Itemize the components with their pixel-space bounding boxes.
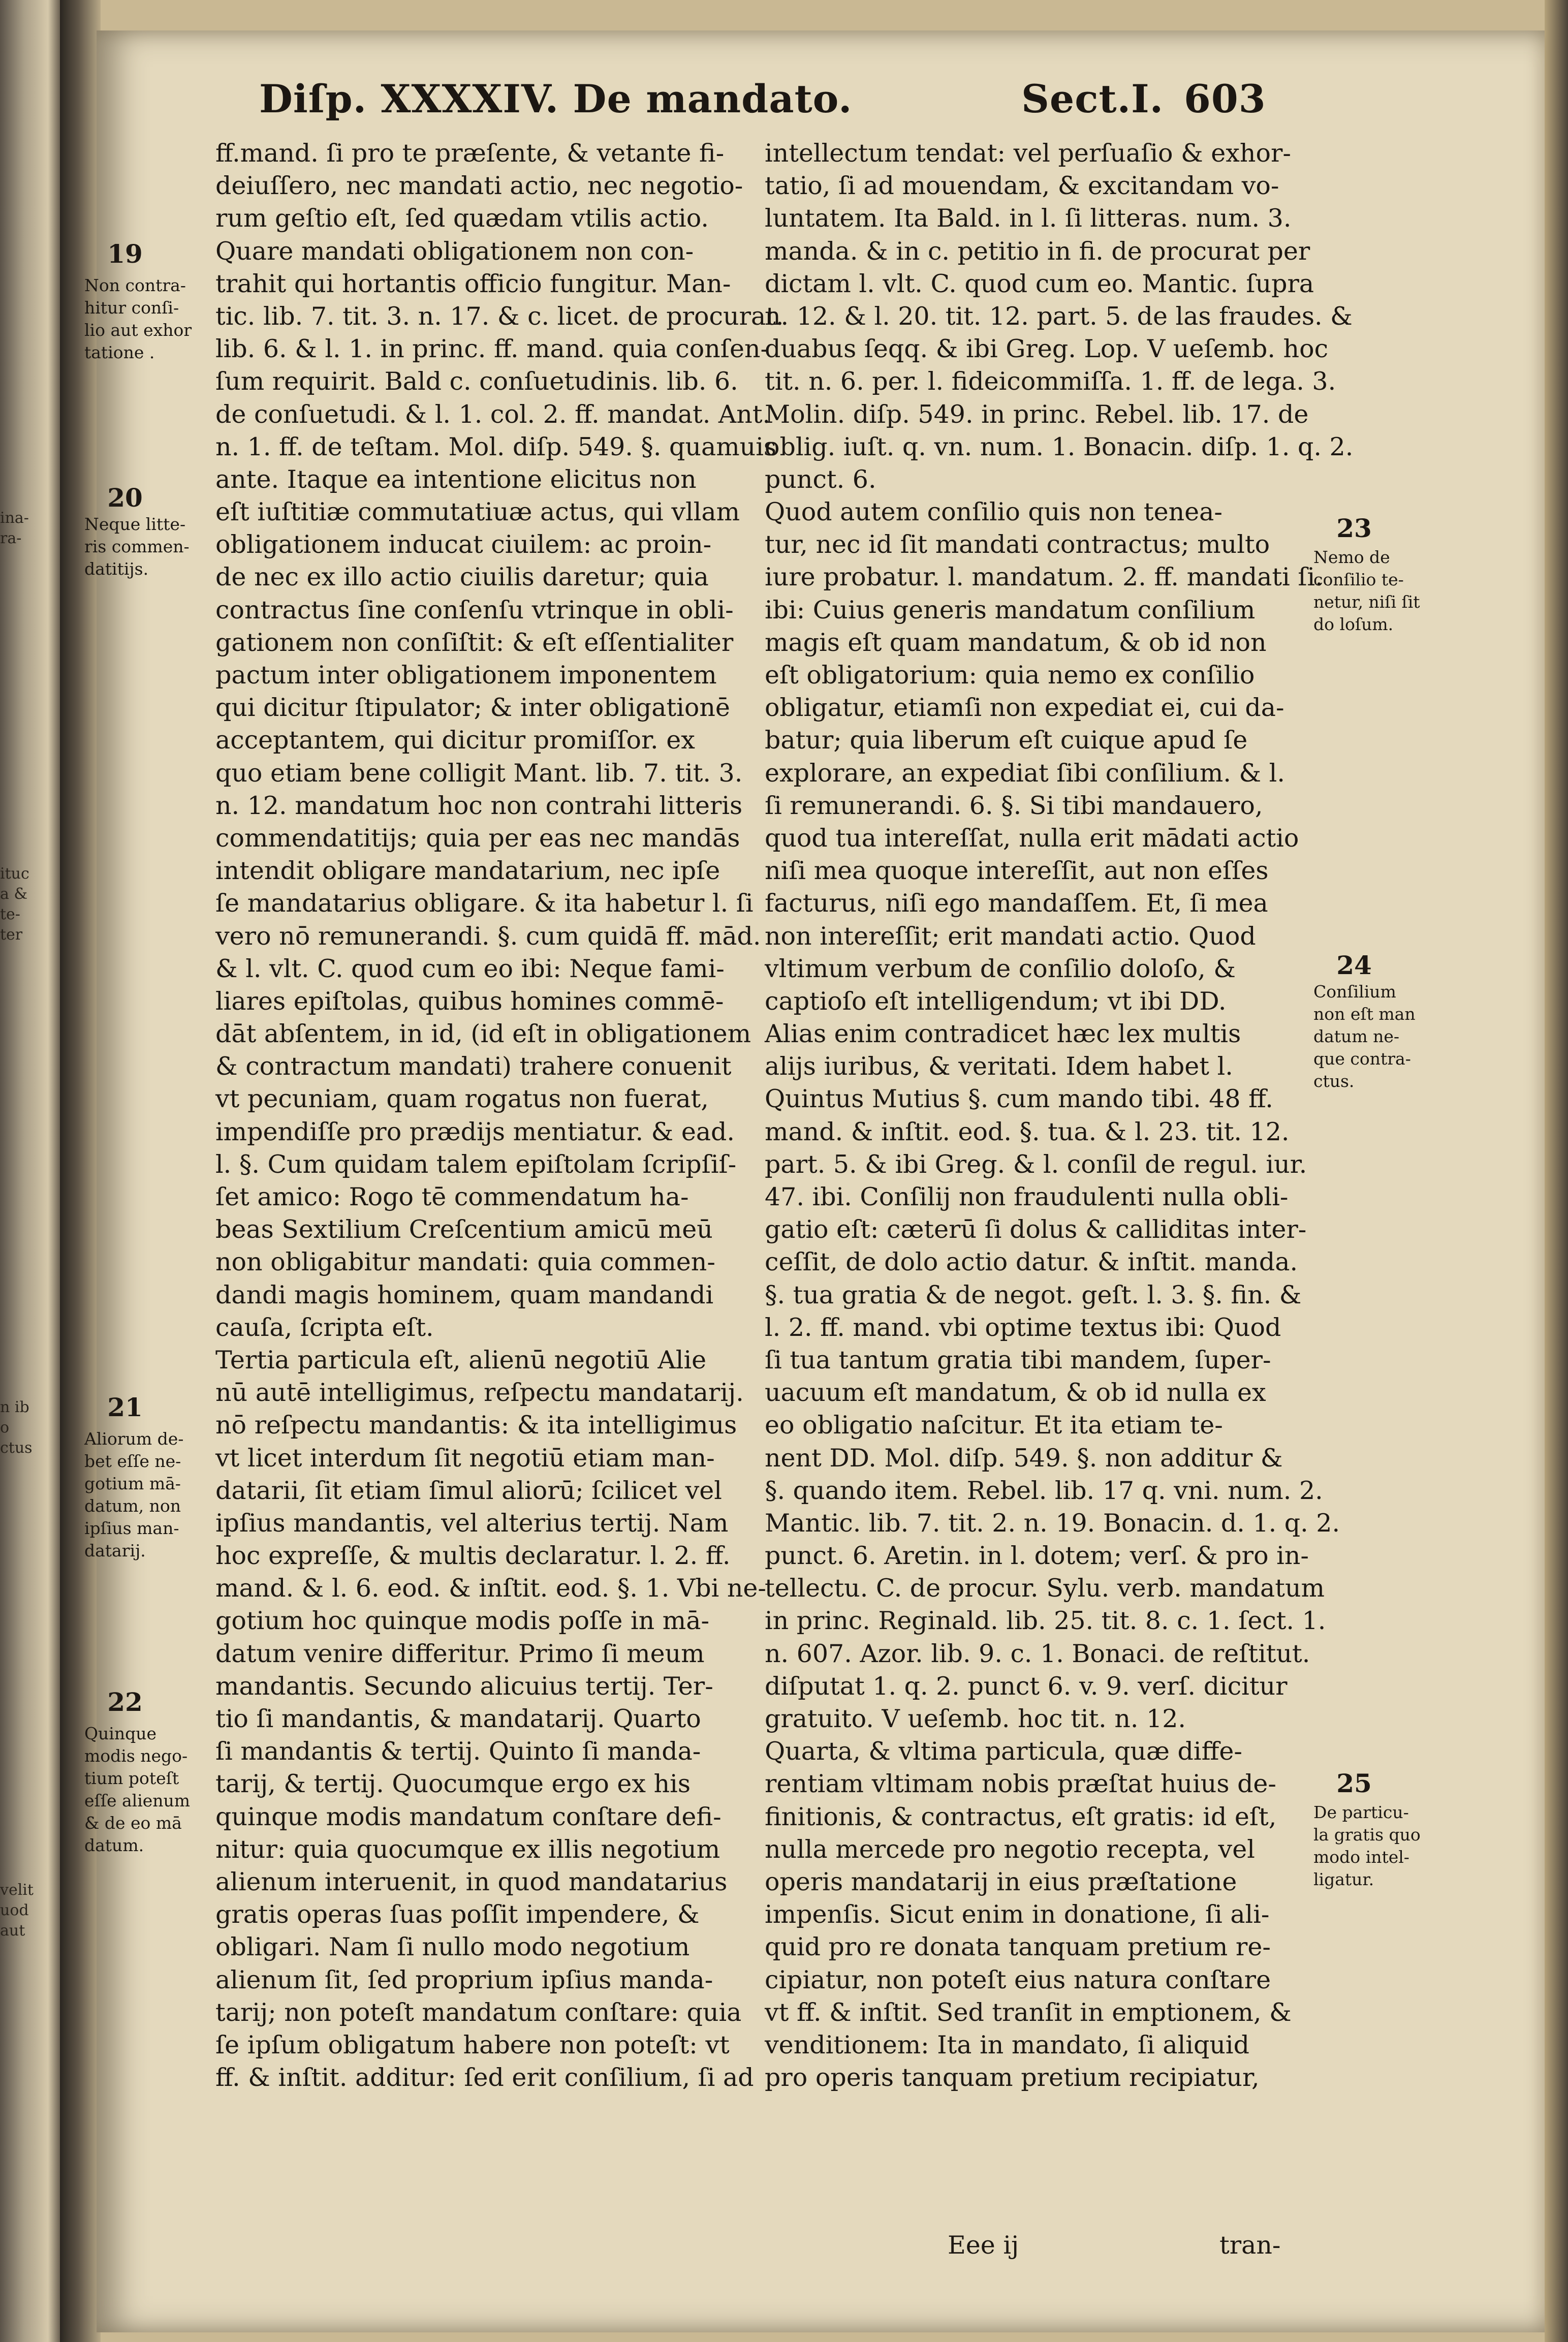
text-line: datarii, ſit etiam ſimul aliorū; ſcilicet vel [215,1476,722,1505]
text-line: alienum interuenit, in quod mandatarius [215,1867,728,1896]
text-line: n. 607. Azor. lib. 9. c. 1. Bonaci. de reſtitut. [765,1639,1310,1668]
text-line: vero nō remunerandi. §. cum quidā ff. mād. [215,921,761,951]
text-line: nent DD. Mol. diſp. 549. §. non additur & [765,1443,1283,1473]
text-line: 47. ibi. Conſilij non fraudulenti nulla obli- [765,1182,1289,1211]
text-line: quid pro re donata tanquam pretium re- [765,1932,1271,1962]
text-line: Tertia particula eſt, alienū negotiū Alie [215,1345,707,1375]
text-line: dāt abſentem, in id, (id eſt in obligationem [215,1019,751,1049]
text-line: part. 5. & ibi Greg. & l. conſil de regul. iur. [765,1149,1307,1179]
right-page-edge [1545,0,1568,2342]
text-line: obligari. Nam ſi nullo modo negotium [215,1932,690,1962]
margin-number: 22 [107,1687,143,1717]
text-line: mandantis. Secundo alicuius tertij. Ter- [215,1671,713,1701]
text-line: n. 12. mandatum hoc non contrahi litteris [215,791,743,820]
text-line: §. quando item. Rebel. lib. 17 q. vni. num. 2. [765,1476,1323,1505]
margin-note [84,274,206,364]
text-line: nū autē intelligimus, reſpectu mandatarij. [215,1378,744,1408]
text-line: trahit qui hortantis officio fungitur. Man- [215,269,731,298]
margin-note-line: & de eo mā [84,1813,182,1833]
text-line: tic. lib. 7. tit. 3. n. 17. & c. licet. de procurat. [215,301,784,331]
text-line: tio ſi mandantis, & mandatarij. Quarto [215,1704,701,1733]
text-line: quo etiam bene colligit Mant. lib. 7. tit. 3. [215,758,743,788]
text-line: tarij, & tertij. Quocumque ergo ex his [215,1769,691,1799]
margin-note [84,1723,206,1857]
text-line: impenſis. Sicut enim in donatione, ſi ali- [765,1900,1270,1929]
margin-note-line: ris commen- [84,537,190,556]
text-line: mand. & inſtit. eod. §. tua. & l. 23. tit. 12. [765,1117,1290,1146]
text-line: intellectum tendat: vel perſuaſio & exhor- [765,139,1291,168]
text-line: contractus ſine conſenſu vtrinque in obli- [215,595,734,624]
text-line: de nec ex illo actio ciuilis daretur; quia [215,563,709,592]
text-line: ſum requirit. Bald c. conſuetudinis. lib. 6. [215,367,738,396]
text-line: Alias enim contradicet hæc lex multis [765,1019,1241,1049]
text-line: tellectu. C. de procur. Sylu. verb. mandatum [765,1574,1325,1603]
margin-note-line: netur, niſi ſit [1313,592,1420,612]
text-line: ſe mandatarius obligare. & ita habetur l. ſi [215,889,754,918]
text-line: vt pecuniam, quam rogatus non fuerat, [215,1084,709,1114]
text-line: non intereſſit; erit mandati actio. Quod [765,921,1256,951]
margin-note-line: De particu- [1313,1802,1409,1822]
text-line: n. 1. ff. de teſtam. Mol. diſp. 549. §. quamuis [215,432,777,461]
text-line: rentiam vltimam nobis præſtat huius de- [765,1769,1276,1799]
margin-note [1313,1801,1435,1891]
text-line: operis mandatarij in eius præſtatione [765,1867,1237,1896]
margin-number: 23 [1336,513,1372,543]
fragment-line: velit [0,1881,34,1899]
text-line: beas Sextilium Creſcentium amicū meū [215,1215,713,1244]
text-line: de conſuetudi. & l. 1. col. 2. ff. mandat. Ant. [215,399,771,429]
text-line: manda. & in c. petitio in fi. de procurat per [765,236,1310,266]
text-line: venditionem: Ita in mandato, ſi aliquid [765,2030,1249,2059]
text-line: niſi mea quoque intereſſit, aut non eſſes [765,856,1269,886]
text-line: obligatur, etiamſi non expediat ei, cui da- [765,693,1284,723]
text-line: impendiſſe pro prædijs mentiatur. & ead. [215,1117,735,1146]
fragment-line: ter [0,926,23,944]
text-line: tit. n. 6. per. l. fideicommiſſa. 1. ff. de lega. 3. [765,367,1336,396]
fragment-line: ituc [0,865,29,883]
margin-number: 20 [107,483,143,513]
text-line: eo obligatio naſcitur. Et ita etiam te- [765,1411,1223,1440]
text-line: Mantic. lib. 7. tit. 2. n. 19. Bonacin. d. 1. q. 2. [765,1508,1340,1538]
fragment-line: ra- [0,529,22,547]
text-line: nō reſpectu mandantis: & ita intelligimus [215,1411,737,1440]
text-line: gratis operas ſuas poſſit impendere, & [215,1900,700,1929]
text-line: & contractum mandati) trahere conuenit [215,1052,732,1081]
left-page-fragment-1 [0,508,56,549]
text-line: vt licet interdum ſit negotiū etiam man- [215,1443,715,1473]
text-line: ante. Itaque ea intentione elicitus non [215,464,697,494]
text-line: ibi: Cuius generis mandatum conſilium [765,595,1256,624]
text-line: iure probatur. l. mandatum. 2. ff. mandati ſi. [765,563,1323,592]
text-line: ſi tua tantum gratia tibi mandem, ſuper- [765,1345,1271,1375]
text-line: ipſius mandantis, vel alterius tertij. Nam [215,1508,729,1538]
text-line: nitur: quia quocumque ex illis negotium [215,1834,720,1864]
text-line: quod tua intereſſat, nulla erit mādati actio [765,823,1299,853]
text-line: tatio, ſi ad mouendam, & excitandam vo- [765,171,1279,201]
margin-note-line: datitijs. [84,559,149,579]
text-line: ſe ipſum obligatum habere non poteſt: vt [215,2030,730,2059]
text-line: commendatitijs; quia per eas nec mandās [215,823,740,853]
margin-note-line: modis nego- [84,1746,188,1766]
running-title: Diſp. XXXXIV. De mandato. [259,76,853,121]
text-line: intendit obligare mandatarium, nec ipſe [215,856,720,886]
text-line: eſt iuſtitiæ commutatiuæ actus, qui vllam [215,497,740,527]
text-column-left [215,137,784,2094]
text-line: in princ. Reginald. lib. 25. tit. 8. c. 1. ſect. 1. [765,1606,1326,1636]
margin-note [84,1428,206,1562]
text-line: tur, nec id ſit mandati contractus; multo [765,530,1270,559]
margin-note-line: ligatur. [1313,1869,1374,1889]
text-line: non obligabitur mandati: quia commen- [215,1247,715,1277]
page-number: 603 [1184,76,1266,121]
text-line: Quare mandati obligationem non con- [215,236,694,266]
text-line: diſputat 1. q. 2. punct 6. v. 9. verſ. dicitur [765,1671,1288,1701]
text-line: gatio eſt: cæterū ſi dolus & calliditas inter- [765,1215,1307,1244]
text-line: Quod autem conſilio quis non tenea- [765,497,1222,527]
text-line: Molin. diſp. 549. in princ. Rebel. lib. 17. de [765,399,1309,429]
text-line: ceſſit, de dolo actio datur. & inſtit. manda. [765,1247,1298,1277]
text-line: eſt obligatorium: quia nemo ex conſilio [765,661,1255,690]
margin-number: 21 [107,1392,143,1422]
running-header [259,76,1367,132]
section-label: Sect.I. [1021,76,1164,121]
text-line: l. 2. ff. mand. vbi optime textus ibi: Quod [765,1313,1281,1342]
text-line: pactum inter obligationem imponentem [215,661,717,690]
text-line: gratuito. V ueſemb. hoc tit. n. 12. [765,1704,1186,1733]
margin-note-line: non eſt man [1313,1004,1416,1024]
text-line: quinque modis mandatum conſtare defi- [215,1802,722,1831]
margin-note-line: Neque litte- [84,514,186,534]
text-line: liares epiſtolas, quibus homines commē- [215,986,724,1016]
margin-note-line: Non contra- [84,275,186,295]
text-line: gationem non conſiſtit: & eſt eſſentialiter [215,628,734,657]
fragment-line: ina- [0,509,29,527]
margin-note-line: lio aut exhor [84,320,192,340]
left-page-edge [0,0,60,2342]
margin-note-line: la gratis quo [1313,1825,1421,1845]
text-line: deiuſſero, nec mandati actio, nec negotio- [215,171,743,201]
signature-mark: Eee ij [948,2231,1019,2260]
text-line: vltimum verbum de conſilio doloſo, & [765,954,1236,983]
margin-note-line: datum. [84,1835,144,1855]
fragment-line: te- [0,905,20,923]
margin-note-line: Aliorum de- [84,1429,184,1449]
text-line: uacuum eſt mandatum, & ob id nulla ex [765,1378,1266,1408]
text-line: luntatem. Ita Bald. in l. ſi litteras. num. 3. [765,204,1292,233]
text-line: facturus, niſi ego mandaſſem. Et, ſi mea [765,889,1268,918]
fragment-line: ctus [0,1439,33,1457]
text-line: & l. vlt. C. quod cum eo ibi: Neque fami- [215,954,725,983]
text-line: ff.mand. ſi pro te præſente, & vetante fi- [215,139,725,168]
margin-note-line: Conſilium [1313,982,1396,1002]
margin-note [1313,981,1435,1092]
text-line: gotium hoc quinque modis poſſe in mā- [215,1606,710,1636]
text-line: vt ff. & inſtit. Sed tranſit in emptionem, & [765,1997,1292,2027]
text-line: mand. & l. 6. eod. & inſtit. eod. §. 1. Vbi ne- [215,1574,766,1603]
margin-number: 24 [1336,950,1372,980]
text-line: magis eſt quam mandatum, & ob id non [765,628,1267,657]
text-line: tarij; non poteſt mandatum conſtare: quia [215,1997,742,2027]
text-line: ſi mandantis & tertij. Quinto ſi manda- [215,1737,701,1766]
fragment-line: n ib [0,1398,29,1416]
text-line: acceptantem, qui dicitur promiſſor. ex [215,726,695,755]
text-line: explorare, an expediat ſibi conſilium. & l. [765,758,1285,788]
text-line: Quintus Mutius §. cum mando tibi. 48 ff. [765,1084,1273,1114]
text-line: §. tua gratia & de negot. geſt. l. 3. §. fin. & [765,1280,1302,1309]
text-line: oblig. iuſt. q. vn. num. 1. Bonacin. diſp. 1. q. 2. [765,432,1354,461]
text-line: obligationem inducat ciuilem: ac proin- [215,530,712,559]
fragment-line: a & [0,885,28,903]
text-line: pro operis tanquam pretium recipiatur, [765,2063,1260,2093]
fragment-line: uod [0,1901,29,1919]
margin-number: 25 [1336,1768,1372,1798]
fragment-line: aut [0,1922,25,1940]
margin-note [1313,546,1435,636]
margin-note-line: hitur conſi- [84,298,179,318]
text-line: ſi remunerandi. 6. §. Si tibi mandauero, [765,791,1263,820]
text-line: l. §. Cum quidam talem epiſtolam ſcripſiſ- [215,1149,737,1179]
text-line: alienum ſit, ſed proprium ipſius manda- [215,1965,713,1994]
text-line: alijs iuribus, & veritati. Idem habet l. [765,1052,1233,1081]
text-line: dandi magis hominem, quam mandandi [215,1280,714,1309]
margin-note-line: bet eſſe ne- [84,1451,181,1471]
text-line: lib. 6. & l. 1. in princ. ff. mand. quia conſen- [215,334,769,364]
margin-note-line: datum, non [84,1496,181,1516]
margin-note-line: do loſum. [1313,614,1394,634]
margin-note-line: Quinque [84,1724,157,1743]
text-line: batur; quia liberum eſt cuique apud ſe [765,726,1248,755]
text-line: duabus ſeqq. & ibi Greg. Lop. V ueſemb. hoc [765,334,1329,364]
margin-note-line: ipſius man- [84,1518,179,1538]
text-line: punct. 6. Aretin. in l. dotem; verſ. & pro in- [765,1541,1309,1571]
margin-note-line: gotium mā- [84,1474,181,1493]
text-line: punct. 6. [765,464,876,494]
fragment-line: o [0,1419,10,1437]
text-line: datum venire differitur. Primo ſi meum [215,1639,705,1668]
text-line: Quarta, & vltima particula, quæ diffe- [765,1737,1242,1766]
text-line: ff. & inſtit. additur: ſed erit conſilium, ſi ad [215,2063,754,2093]
margin-number: 19 [107,239,143,269]
left-page-fragment-4 [0,1880,56,1941]
margin-note-line: ctus. [1313,1071,1355,1091]
left-page-fragment-3 [0,1397,56,1458]
text-line: qui dicitur ſtipulator; & inter obligationē [215,693,730,723]
margin-note-line: tatione . [84,342,155,362]
margin-note-line: eſſe alienum [84,1791,191,1810]
margin-note [84,513,206,580]
margin-note-line: datum ne- [1313,1026,1400,1046]
text-line: rum geſtio eſt, ſed quædam vtilis actio. [215,204,709,233]
margin-note-line: Nemo de [1313,547,1390,567]
text-line: cipiatur, non poteſt eius natura conſtare [765,1965,1271,1994]
text-line: hoc expreſſe, & multis declaratur. l. 2. ff. [215,1541,731,1571]
text-line: finitionis, & contractus, eſt gratis: id eſt, [765,1802,1277,1831]
text-line: n. 12. & l. 20. tit. 12. part. 5. de las fraudes. & [765,301,1353,331]
text-line: ſet amico: Rogo tē commendatum ha- [215,1182,689,1211]
margin-note-line: modo intel- [1313,1847,1409,1867]
text-line: nulla mercede pro negotio recepta, vel [765,1834,1255,1864]
catchword: tran- [1219,2231,1281,2260]
margin-note-line: que contra- [1313,1049,1411,1069]
margin-note-line: tium poteſt [84,1768,179,1788]
left-page-fragment-2 [0,864,56,945]
text-line: cauſa, ſcripta eſt. [215,1313,434,1342]
margin-note-line: datarij. [84,1541,146,1560]
text-line: dictam l. vlt. C. quod cum eo. Mantic. ſupra [765,269,1314,298]
text-line: captioſo eſt intelligendum; vt ibi DD. [765,986,1227,1016]
margin-note-line: conſilio te- [1313,570,1404,589]
